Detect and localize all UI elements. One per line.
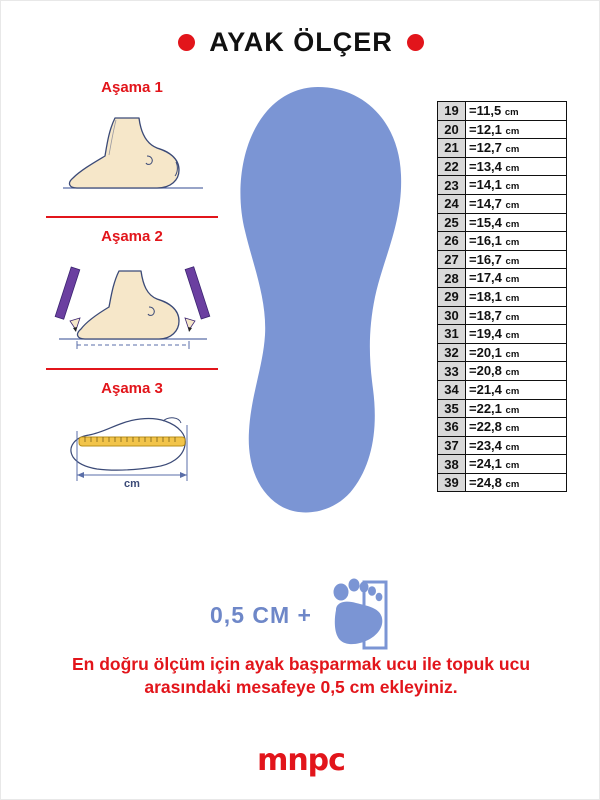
table-row <box>438 418 567 437</box>
size-value: 24 <box>438 194 466 213</box>
length-value: =11,5 cm <box>466 102 567 121</box>
pencil-left-icon <box>55 267 80 332</box>
table-row <box>438 157 567 176</box>
length-value: =19,4 cm <box>466 325 567 344</box>
add-half-cm-label: 0,5 CM + <box>210 601 312 628</box>
length-value: =12,7 cm <box>466 139 567 158</box>
table-row <box>438 102 567 121</box>
size-value: 29 <box>438 287 466 306</box>
table-row <box>438 213 567 232</box>
page-title: AYAK ÖLÇER <box>209 27 393 57</box>
stage-1-illustration <box>37 100 227 205</box>
size-value: 32 <box>438 343 466 362</box>
stages-column <box>37 79 227 490</box>
size-value: 36 <box>438 418 466 437</box>
length-value: =22,1 cm <box>466 399 567 418</box>
poster-header <box>1 27 600 58</box>
size-value: 26 <box>438 232 466 251</box>
table-row <box>438 269 567 288</box>
stage-3-caption: cm <box>124 478 140 490</box>
length-value: =23,4 cm <box>466 436 567 455</box>
stage-divider-1 <box>46 216 218 218</box>
size-value: 27 <box>438 250 466 269</box>
size-value: 37 <box>438 436 466 455</box>
size-value: 25 <box>438 213 466 232</box>
brand-logo <box>1 743 600 778</box>
size-value: 22 <box>438 157 466 176</box>
table-row <box>438 399 567 418</box>
stage-3 <box>37 380 227 490</box>
add-half-cm-row <box>1 576 600 654</box>
length-value: =16,7 cm <box>466 250 567 269</box>
table-row <box>438 139 567 158</box>
red-dot-right-icon <box>407 34 424 51</box>
length-value: =17,4 cm <box>466 269 567 288</box>
length-value: =14,1 cm <box>466 176 567 195</box>
measurement-note: En doğru ölçüm için ayak başparmak ucu ile topuk ucu arasındaki mesafeye 0,5 cm ekleyiniz. <box>71 654 531 698</box>
table-row <box>438 380 567 399</box>
table-row <box>438 250 567 269</box>
length-value: =16,1 cm <box>466 232 567 251</box>
table-row <box>438 436 567 455</box>
table-row <box>438 473 567 492</box>
size-value: 28 <box>438 269 466 288</box>
shoe-sole-illustration <box>223 83 413 533</box>
table-row <box>438 455 567 474</box>
size-value: 21 <box>438 139 466 158</box>
size-value: 38 <box>438 455 466 474</box>
length-value: =20,1 cm <box>466 343 567 362</box>
stage-2-illustration <box>37 249 227 357</box>
size-value: 31 <box>438 325 466 344</box>
stage-1-label: Aşama 1 <box>101 79 163 96</box>
size-value: 30 <box>438 306 466 325</box>
length-value: =18,7 cm <box>466 306 567 325</box>
size-value: 23 <box>438 176 466 195</box>
red-dot-left-icon <box>178 34 195 51</box>
size-value: 39 <box>438 473 466 492</box>
brand-name: mnpc <box>257 743 345 778</box>
size-value: 35 <box>438 399 466 418</box>
length-value: =13,4 cm <box>466 157 567 176</box>
length-value: =18,1 cm <box>466 287 567 306</box>
table-row <box>438 362 567 381</box>
table-row <box>438 120 567 139</box>
length-value: =21,4 cm <box>466 380 567 399</box>
length-value: =24,8 cm <box>466 473 567 492</box>
table-row <box>438 287 567 306</box>
table-row <box>438 194 567 213</box>
table-row <box>438 176 567 195</box>
stage-2 <box>37 228 227 370</box>
table-row <box>438 232 567 251</box>
size-value: 19 <box>438 102 466 121</box>
stage-3-label: Aşama 3 <box>101 380 163 397</box>
table-row <box>438 325 567 344</box>
length-value: =22,8 cm <box>466 418 567 437</box>
stage-divider-2 <box>46 368 218 370</box>
length-value: =15,4 cm <box>466 213 567 232</box>
length-value: =24,1 cm <box>466 455 567 474</box>
table-row <box>438 343 567 362</box>
size-value: 34 <box>438 380 466 399</box>
size-value: 33 <box>438 362 466 381</box>
length-value: =20,8 cm <box>466 362 567 381</box>
footprint-icon <box>322 576 392 654</box>
length-value: =14,7 cm <box>466 194 567 213</box>
stage-1 <box>37 79 227 218</box>
stage-3-illustration <box>37 401 227 487</box>
size-chart-table <box>437 101 567 492</box>
table-row <box>438 306 567 325</box>
stage-2-label: Aşama 2 <box>101 228 163 245</box>
size-value: 20 <box>438 120 466 139</box>
pencil-right-icon <box>185 267 210 332</box>
length-value: =12,1 cm <box>466 120 567 139</box>
